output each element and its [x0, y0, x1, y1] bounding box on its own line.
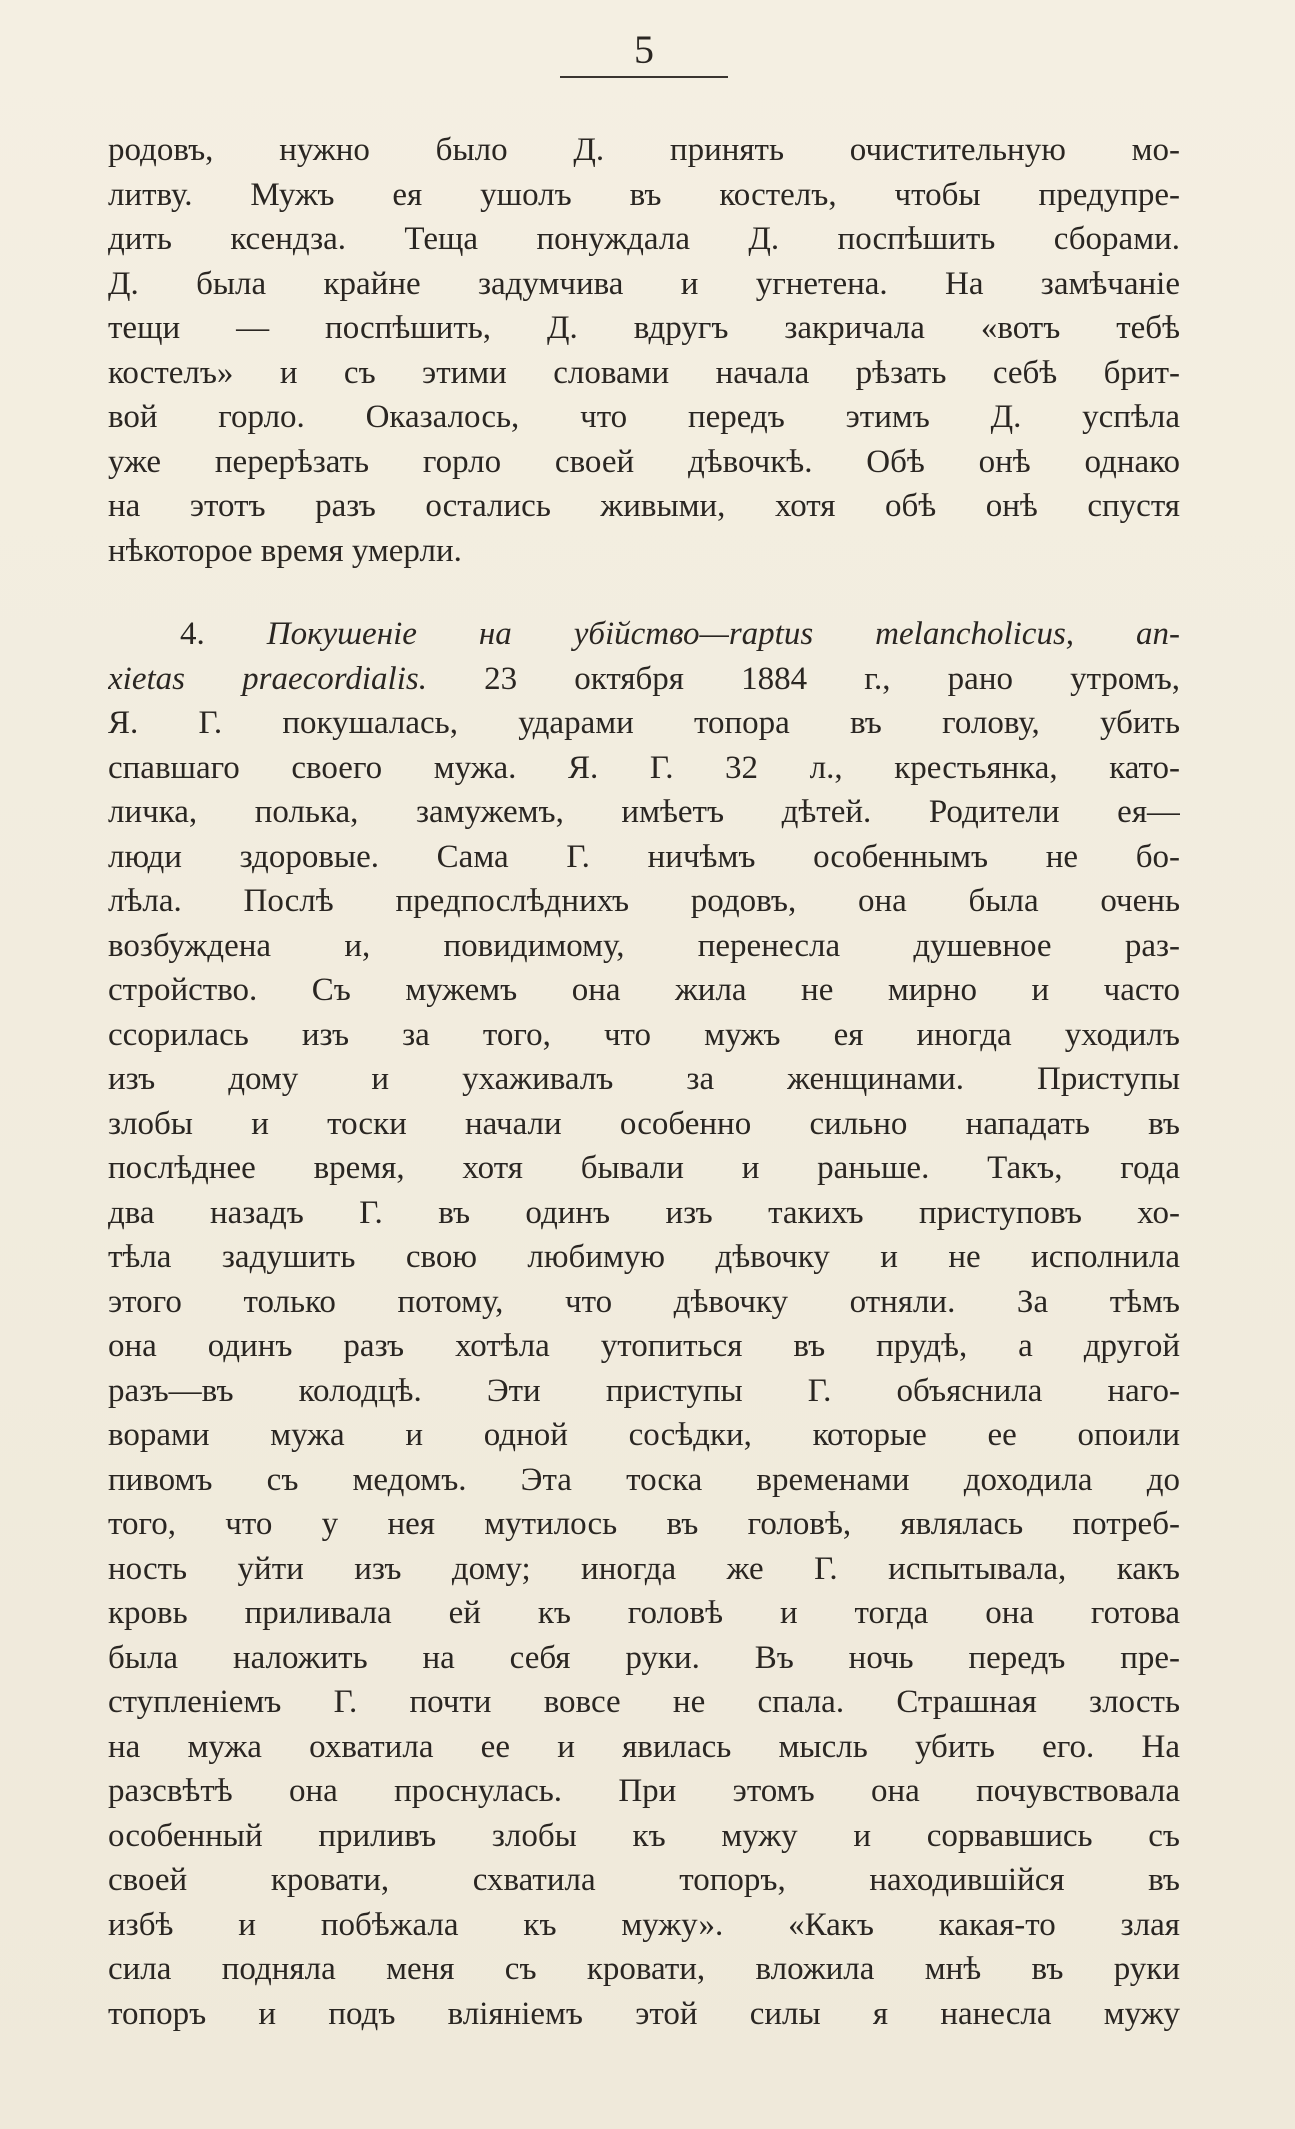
text-line: злобы и тоски начали особенно сильно нападать въ [108, 1105, 1180, 1142]
text-line: разъ—въ колодцѣ. Эти приступы Г. объяснила наго- [108, 1372, 1180, 1409]
text-line: ворами мужа и одной сосѣдки, которые ее опоили [108, 1417, 1180, 1453]
case-title-italic: Покушеніе на убійство—raptus melancholicus, an- [266, 616, 1180, 652]
case-heading-line-2 [108, 657, 1180, 702]
text-line: нѣкоторое время умерли. [108, 532, 462, 569]
case-heading-line [108, 612, 1180, 657]
text-line: вой горло. Оказалось, что передъ этимъ Д. успѣла [108, 399, 1180, 435]
text-line: изъ дому и ухаживалъ за женщинами. Приступы [108, 1061, 1180, 1097]
text-line: уже перерѣзать горло своей дѣвочкѣ. Обѣ онѣ однако [108, 443, 1180, 480]
text-line: спавшаго своего мужа. Я. Г. 32 л., крестьянка, като- [108, 749, 1180, 786]
text-line: того, что у нея мутилось въ головѣ, являлась потреб- [108, 1506, 1180, 1542]
text-line: своей кровати, схватила топоръ, находившійся въ [108, 1862, 1180, 1898]
header-rule [560, 76, 728, 78]
text-line: родовъ, нужно было Д. принять очистительную мо- [108, 132, 1180, 168]
page-header [560, 28, 728, 78]
text-line: сила подняла меня съ кровати, вложила мнѣ въ руки [108, 1951, 1180, 1987]
text-line: ступленіемъ Г. почти вовсе не спала. Страшная злость [108, 1684, 1180, 1720]
text-line: на этотъ разъ остались живыми, хотя обѣ онѣ спустя [108, 488, 1180, 524]
text-line: ссорилась изъ за того, что мужъ ея иногда уходилъ [108, 1016, 1180, 1053]
text-line: костелъ» и съ этими словами начала рѣзать себѣ брит- [108, 354, 1180, 391]
case-date-text: 23 октября 1884 г., рано утромъ, [426, 660, 1180, 697]
text-line: Я. Г. покушалась, ударами топора въ голову, убить [108, 705, 1180, 741]
text-line: она одинъ разъ хотѣла утопиться въ прудѣ, а другой [108, 1328, 1180, 1364]
case-number: 4. [180, 616, 205, 652]
text-line: дить ксендза. Теща понуждала Д. поспѣшить сборами. [108, 221, 1180, 257]
text-line: послѣднее время, хотя бывали и раньше. Такъ, года [108, 1150, 1180, 1186]
text-line: топоръ и подъ вліяніемъ этой силы я нанесла мужу [108, 1995, 1180, 2032]
text-line: люди здоровые. Сама Г. ничѣмъ особеннымъ не бо- [108, 838, 1180, 875]
text-line: избѣ и побѣжала къ мужу». «Какъ какая-то злая [108, 1906, 1180, 1943]
paragraph-case-3-end [108, 128, 1180, 573]
text-line: стройство. Съ мужемъ она жила не мирно и часто [108, 972, 1180, 1008]
case-title-italic-cont: xietas praecordialis. [108, 660, 427, 697]
paragraph-case-4 [108, 612, 1180, 2036]
text-line: пивомъ съ медомъ. Эта тоска временами доходила до [108, 1461, 1180, 1498]
text-line: тѣла задушить свою любимую дѣвочку и не исполнила [108, 1239, 1180, 1275]
text-line: этого только потому, что дѣвочку отняли. За тѣмъ [108, 1283, 1180, 1320]
text-line: особенный приливъ злобы къ мужу и сорвавшись съ [108, 1817, 1180, 1854]
text-line: на мужа охватила ее и явилась мысль убить его. На [108, 1728, 1180, 1765]
text-line: ность уйти изъ дому; иногда же Г. испытывала, какъ [108, 1550, 1180, 1587]
text-line: личка, полька, замужемъ, имѣетъ дѣтей. Родители ея— [108, 794, 1180, 830]
text-line: Д. была крайне задумчива и угнетена. На замѣчаніе [108, 265, 1180, 302]
text-line: разсвѣтѣ она проснулась. При этомъ она почувствовала [108, 1773, 1180, 1809]
text-line: лѣла. Послѣ предпослѣднихъ родовъ, она была очень [108, 883, 1180, 919]
page-number: 5 [634, 27, 654, 72]
text-line: тещи — поспѣшить, Д. вдругъ закричала «вотъ тебѣ [108, 310, 1180, 346]
text-line: литву. Мужъ ея ушолъ въ костелъ, чтобы предупре- [108, 176, 1180, 213]
text-line: возбуждена и, повидимому, перенесла душевное раз- [108, 927, 1180, 964]
text-line: была наложить на себя руки. Въ ночь передъ пре- [108, 1639, 1180, 1676]
text-line: два назадъ Г. въ одинъ изъ такихъ приступовъ хо- [108, 1194, 1180, 1231]
text-line: кровь приливала ей къ головѣ и тогда она готова [108, 1595, 1180, 1631]
